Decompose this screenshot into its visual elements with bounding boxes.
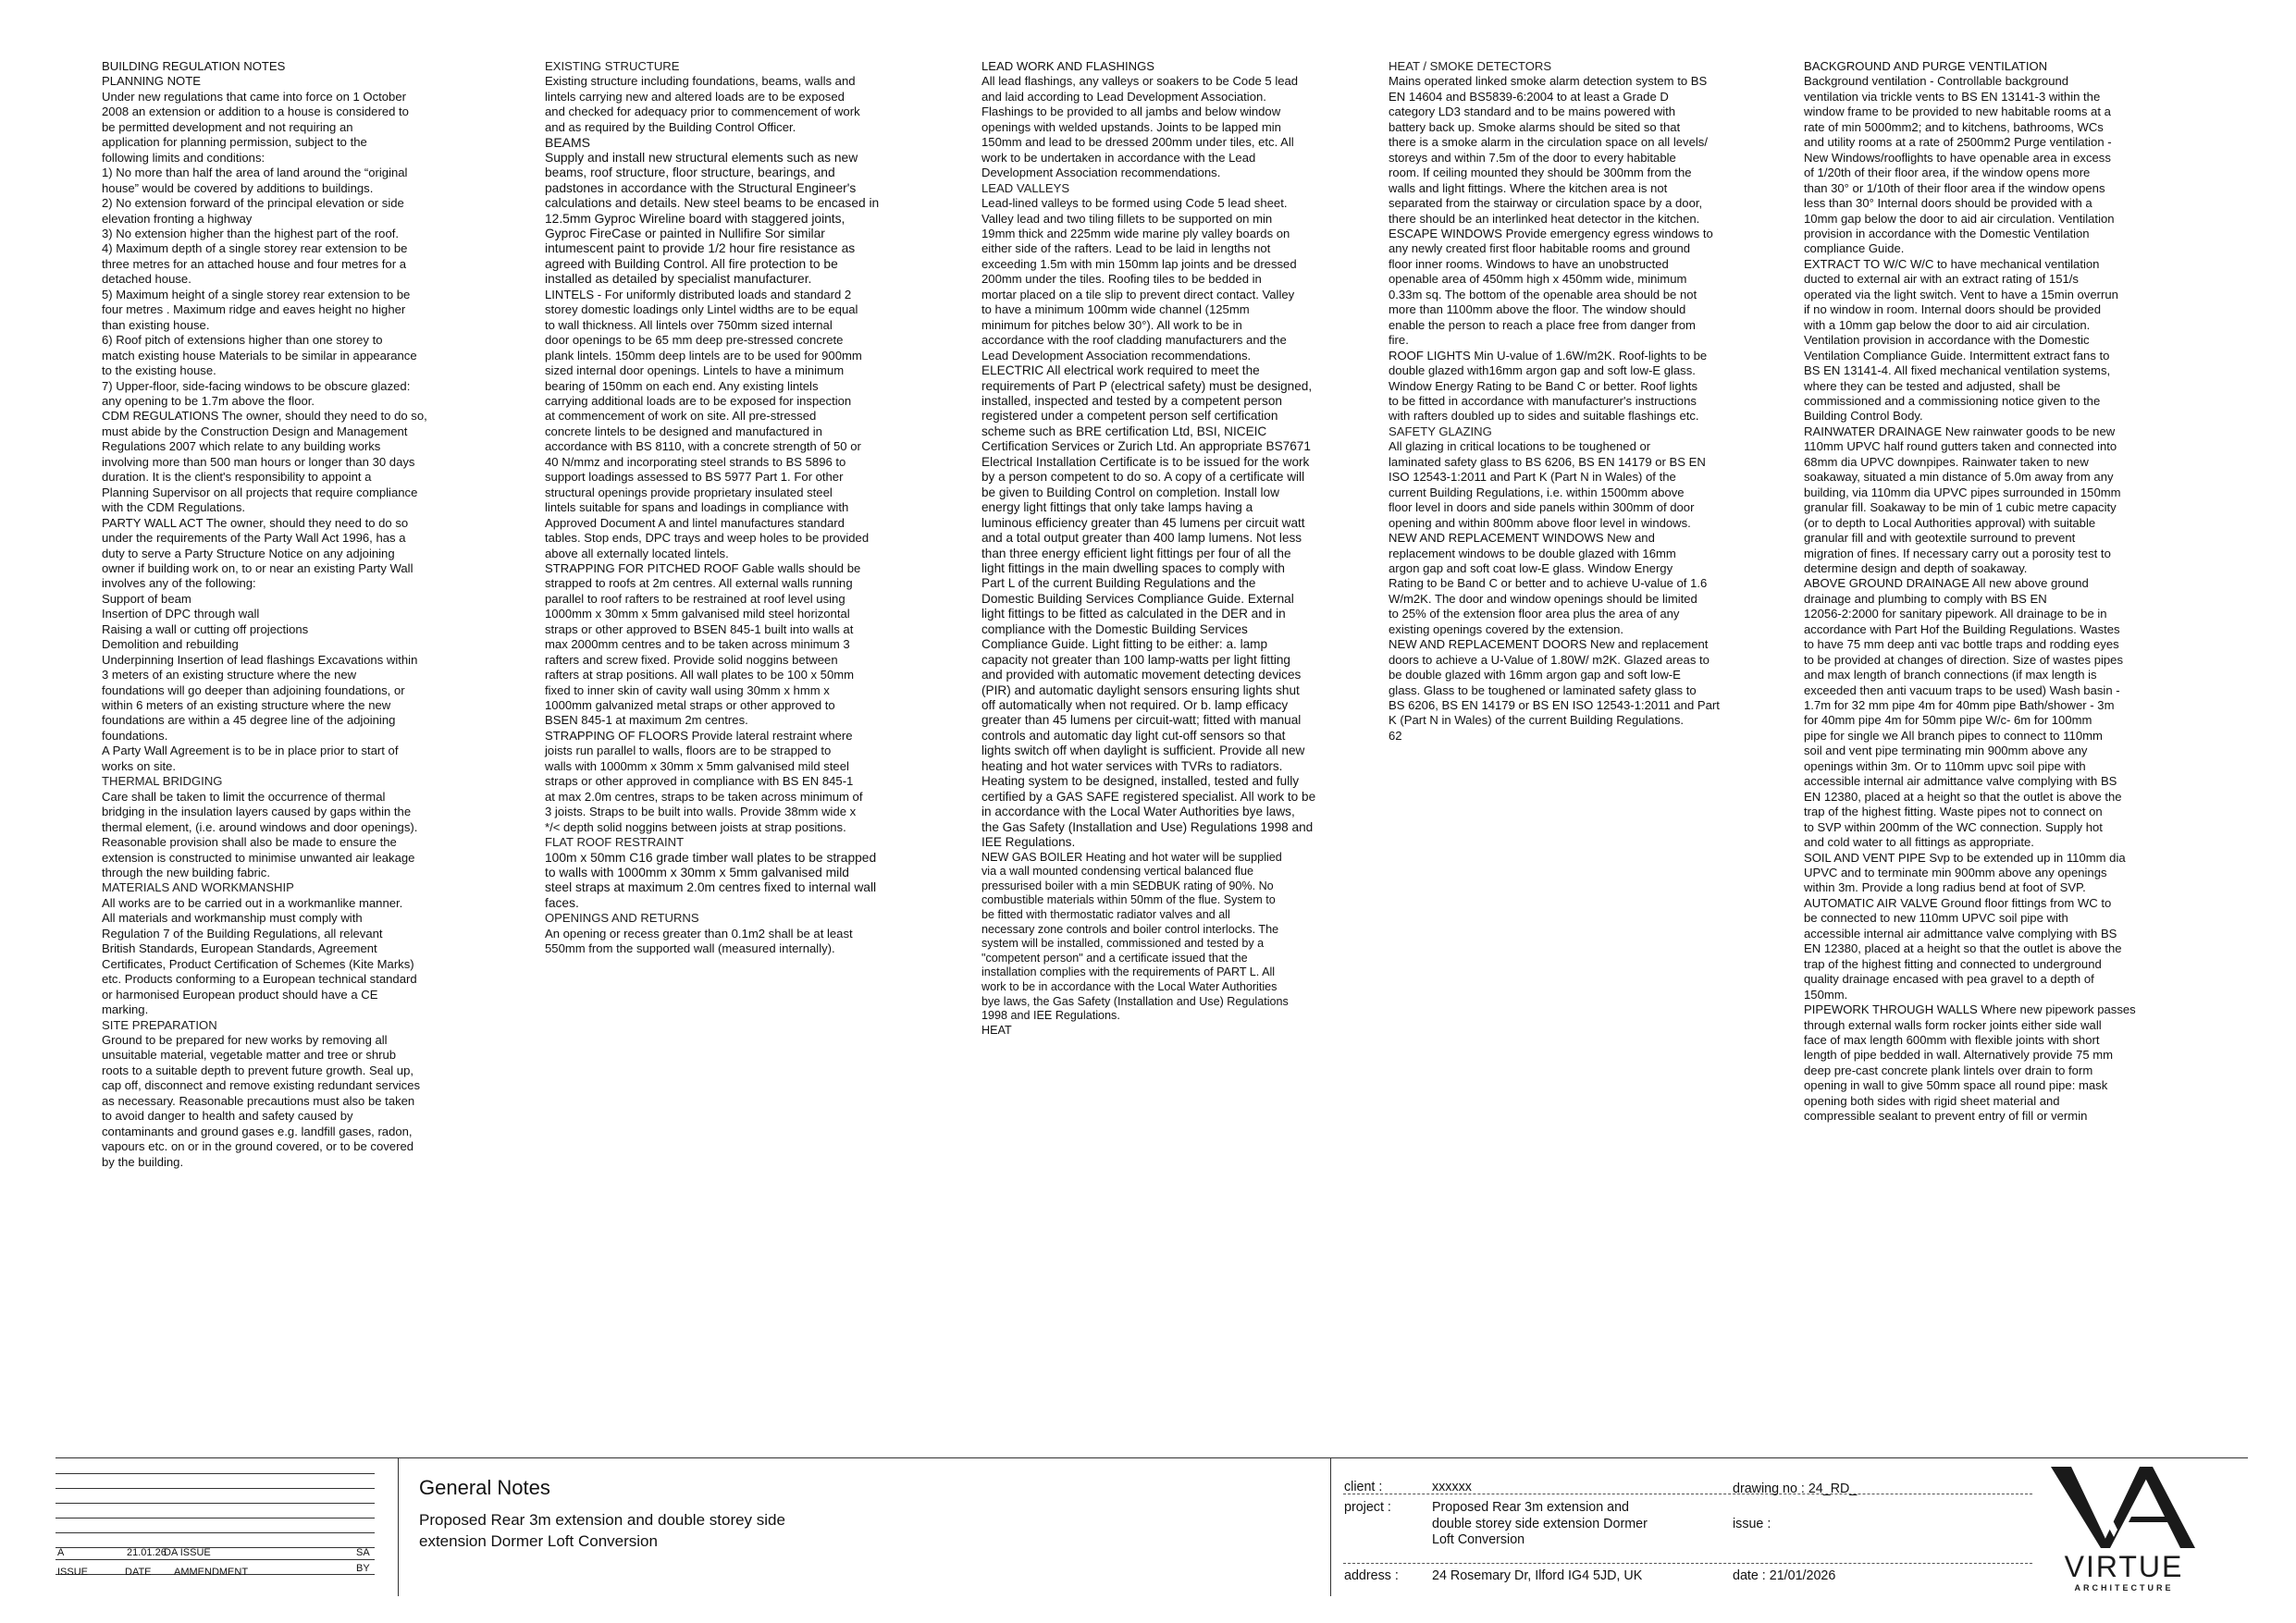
- revision-date: 21.01.26: [127, 1547, 167, 1558]
- title-block-divider-2: [1330, 1457, 1331, 1596]
- replacement-windows: NEW AND REPLACEMENT WINDOWS New and replacement windows to be double glazed with 16mm argon gap and soft coat low-E glass. Window Energy Rating to be Band C or better and to achieve U-value of 1.6 W/m2K. The door and window openings should be limited to 25% of the extension floor area plus the area of any existing openings covered by the extension.: [1389, 531, 1708, 636]
- lead-work-title: LEAD WORK AND FLASHINGS: [981, 59, 1154, 73]
- client-label: client :: [1344, 1480, 1383, 1494]
- rainwater-drainage: RAINWATER DRAINAGE New rainwater goods to be new 110mm UPVC half round gutters taken and connected into 68mm dia UPVC downpipes. Rainwater taken to new soakaway, situated a min distance of 5.0m away from any building, via 110mm dia UPVC pipes surrounded in 150mm granular fill. Soakaway to be min of 1 cubic metre capacity (or to depth to Local Authorities approval) with suitable granular fill and with geotextile surround to prevent migration of fines. If necessary carry out a porosity test to determine design and depth of soakaway.: [1804, 424, 2121, 575]
- revision-line: [56, 1503, 375, 1504]
- revision-amendment: DA ISSUE: [164, 1547, 211, 1558]
- notes-column-1: [102, 59, 492, 1170]
- openings-returns-title: OPENINGS AND RETURNS: [545, 911, 699, 926]
- title-block-top-border: [56, 1457, 2248, 1458]
- automatic-air-valve: AUTOMATIC AIR VALVE Ground floor fittings from WC to be connected to new 110mm UPVC soil pipe with accessible internal air admittance valve complying with BS EN 12380, placed at a height so that the outlet is above the trap of the highest fitting and connected to underground quality drainage encased with pea gravel to a depth of 150mm.: [1804, 895, 2122, 1002]
- existing-structure-body: Existing structure including foundations, beams, walls and lintels carrying new and altered loads are to be exposed and checked for adequacy prior to commencement of work and as required by the Building Control Officer.: [545, 74, 860, 134]
- new-gas-boiler: NEW GAS BOILER Heating and hot water will be supplied via a wall mounted condensing vertical balanced flue pressurised boiler with a min SEDBUK rating of 90%. No combustible materials within 50mm of the flue. System to be fitted with thermostatic radiator valves and all necessary zone controls and boiler control interlocks. The system will be installed, commissioned and tested by a "competent person" and a certificate issued that the installation complies with the requirements of PART L. All work to be in accordance with the Local Water Authorities bye laws, the Gas Safety (Installation and Use) Regulations 1998 and IEE Regulations. HEAT: [981, 850, 1289, 1037]
- address-value: 24 Rosemary Dr, Ilford IG4 5JD, UK: [1432, 1568, 1643, 1583]
- header-building-regulation-notes: BUILDING REGULATION NOTES: [102, 59, 286, 73]
- flat-roof-restraint-body: 100m x 50mm C16 grade timber wall plates to be strapped to walls with 1000mm x 30mm x 5mm galvanised mild steel straps at maximum 2.0m centres fixed to internal wall faces.: [545, 850, 877, 910]
- notes-column-3: [981, 59, 1381, 1038]
- replacement-doors: NEW AND REPLACEMENT DOORS New and replacement doors to achieve a U-Value of 1.80W/ m2K. Glazed areas to be double glazed with 16mm argon gap and soft low-E glass. Glass to be toughened or laminated safety glass to BS 6206, BS EN 14179 or BS EN ISO 12543-1:2011 and Part K (Part N in Wales) of the current Building Regulations. 62: [1389, 637, 1720, 743]
- address-label: address :: [1344, 1568, 1399, 1583]
- drawing-date: date : 21/01/2026: [1733, 1568, 1836, 1583]
- heat-smoke-title: HEAT / SMOKE DETECTORS: [1389, 59, 1552, 73]
- lead-valleys-title: LEAD VALLEYS: [981, 180, 1070, 195]
- thermal-bridging-title: THERMAL BRIDGING: [102, 774, 223, 789]
- drawing-number: drawing no : 24_RD_: [1733, 1482, 1858, 1496]
- escape-windows: ESCAPE WINDOWS Provide emergency egress windows to any newly created first floor habitable rooms and ground floor inner rooms. Windows to have an unobstructed openable area of 450mm high x 450mm wide, minimum 0.33m sq. The bottom of the openable area should be not more than 1100mm above the floor. The window should enable the person to reach a place free from danger from fire.: [1389, 226, 1713, 348]
- materials-title: MATERIALS AND WORKMANSHIP: [102, 880, 294, 895]
- va-monogram-icon: [2040, 1463, 2206, 1552]
- existing-structure-title: EXISTING STRUCTURE: [545, 59, 680, 73]
- revision-line: [56, 1532, 375, 1533]
- lintels-title: LINTELS - For uniformly distributed loads and standard 2: [545, 287, 852, 301]
- header-issue: ISSUE: [57, 1567, 89, 1578]
- notes-column-5: [1804, 59, 2203, 1125]
- info-divider: [1343, 1563, 2032, 1564]
- notes-column-4: [1389, 59, 1781, 744]
- revision-line: [56, 1559, 375, 1560]
- planning-note-title: PLANNING NOTE: [102, 74, 201, 89]
- issue-label: issue :: [1733, 1517, 1771, 1531]
- safety-glazing-body: All glazing in critical locations to be toughened or laminated safety glass to BS 6206, BS EN 14179 or BS EN ISO 12543-1:2011 and Part K (Part N in Wales) of the current Building Regulations, i.e. within 1500mm above floor level in doors and side panels within 300mm of door opening and within 800mm above floor level in windows.: [1389, 439, 1706, 530]
- soil-vent-pipe: SOIL AND VENT PIPE Svp to be extended up in 110mm dia UPVC and to terminate min 900mm above any openings within 3m. Provide a long radius bend at foot of SVP.: [1804, 850, 2126, 895]
- lead-valleys-body: Lead-lined valleys to be formed using Code 5 lead sheet. Valley lead and two tiling fillets to be supported on min 19mm thick and 225mm wide marine ply valley boards on either side of the rafters. Lead to be laid in lengths not exceeding 1.5m with min 150mm lap joints and be dressed 200mm under the tiles. Roofing tiles to be bedded in mortar placed on a tile slip to prevent direct contact. Valley to have a minimum 100mm wide channel (125mm minimum for pitches below 30°). All work to be in accordance with the roof cladding manufacturers and the Lead Development Association recommendations.: [981, 196, 1297, 363]
- roof-lights: ROOF LIGHTS Min U-value of 1.6W/m2K. Roof-lights to be double glazed with16mm argon gap and soft low-E glass. Window Energy Rating to be Band C or better. Roof lights to be fitted in accordance with manufacturer's instructions with rafters doubled up to sides and suitable flashings etc.: [1389, 348, 1708, 424]
- client-value: xxxxxx: [1432, 1480, 1472, 1494]
- revision-line: [56, 1547, 375, 1548]
- drawing-subtitle: Proposed Rear 3m extension and double storey side extension Dormer Loft Conversion: [419, 1511, 785, 1550]
- cdm-regulations: CDM REGULATIONS The owner, should they need to do so, must abide by the Construction Design and Management Regulations 2007 which relate to any building works involving more than 500 man hours or longer than 30 days duration. It is the client's responsibility to appoint a Planning Supervisor on all projects that require compliance with the CDM Regulations.: [102, 409, 427, 515]
- lintels-body: storey domestic loadings only Lintel widths are to be equal to wall thickness. All lintels over 750mm sized internal door openings to be 65 mm deep pre-stressed concrete plank lintels. 150mm deep lintels are to be used for 900mm sized internal door openings. Lintels to have a minimum bearing of 150mm on each end. Any existing lintels carrying additional loads are to be exposed for inspection at commencement of work on site. All pre-stressed concrete lintels to be designed and manufactured in accordance with BS 8110, with a concrete strength of 50 or 40 N/mmz and incorporating steel strands to BS 5896 to support loadings assessed to BS 5977 Part 1. For other structural openings provide proprietary insulated steel lintels suitable for spans and loadings in compliance with Approved Document A and lintel manufactures standard tables. Stop ends, DPC trays and weep holes to be provided above all externally located lintels.: [545, 302, 870, 560]
- strapping-pitched-roof: STRAPPING FOR PITCHED ROOF Gable walls should be strapped to roofs at 2m centres. All external walls running parallel to roof rafters to be restrained at roof level using 1000mm x 30mm x 5mm galvanised mild steel horizontal straps or other approved to BSEN 845-1 built into walls at max 2000mm centres and to be taken across minimum 3 rafters and screw fixed. Provide solid noggins between rafters at strap positions. All wall plates to be 100 x 50mm fixed to inner skin of cavity wall using 30mm x hmm x 1000mm galvanized metal straps or other approved to BSEN 845-1 at maximum 2m centres.: [545, 560, 861, 728]
- strapping-of-floors: STRAPPING OF FLOORS Provide lateral restraint where joists run parallel to walls, floors are to be strapped to walls with 1000mm x 30mm x 5mm galvanised mild steel straps or other approved in compliance with BS EN 845-1 at max 2.0m centres, straps to be taken across minimum of 3 joists. Straps to be built into walls. Provide 38mm wide x */< depth solid noggins between joists at strap positions.: [545, 728, 863, 834]
- logo-wordmark: VIRTUE: [2064, 1550, 2184, 1583]
- drawing-title: General Notes: [419, 1476, 550, 1499]
- beams-title: BEAMS: [545, 135, 591, 151]
- project-label: project :: [1344, 1500, 1391, 1515]
- party-wall-act: PARTY WALL ACT The owner, should they need to do so under the requirements of the Party Wall Act 1996, has a duty to serve a Party Structure Notice on any adjoining owner if building work on, to or near an existing Party Wall involves any of the following: Support of beam Insertion of DPC through wall Raising a wall or cutting off projections Demolition and rebuilding Underpinning Insertion of lead flashings Excavations within 3 meters of an existing structure where the new foundations will go deeper than adjoining foundations, or within 6 meters of an existing structure where the new foundations are within a 45 degree line of the adjoining foundations. A Party Wall Agreement is to be in place prior to start of works on site.: [102, 515, 418, 773]
- planning-note-body: Under new regulations that came into force on 1 October 2008 an extension or addition to a house is considered to be permitted development and not requiring an application for planning permission, subject to the following limits and conditions: 1) No more than half the area of land around the “original house” would be covered by additions to buildings. 2) No extension forward of the principal elevation or side elevation fronting a highway 3) No extension higher than the highest part of the roof. 4) Maximum depth of a single storey rear extension to be three metres for an attached house and four metres for a detached house. 5) Maximum height of a single storey rear extension to be four metres . Maximum ridge and eaves height no higher than existing house. 6) Roof pitch of extensions higher than one storey to match existing house Materials to be similar in appearance to the existing house. 7) Upper-floor, side-facing windows to be obscure glazed: any opening to be 1.7m above the floor.: [102, 89, 417, 408]
- background-purge-title: BACKGROUND AND PURGE VENTILATION: [1804, 59, 2048, 73]
- electric-section: ELECTRIC All electrical work required to meet the requirements of Part P (electrical safety) must be designed, installed, inspected and tested by a competent person registered under a competent person self certification scheme such as BRE certification Ltd, BSI, NICEIC Certification Services or Zurich Ltd. An appropriate BS7671 Electrical Installation Certificate is to be issued for the work by a person competent to do so. A copy of a certificate will be given to Building Control on completion. Install low energy light fittings that only take lamps having a luminous efficiency greater than 45 lumens per circuit watt and a total output greater than 400 lamp lumens. Not less than three energy efficient light fittings per four of all the light fittings in the main dwelling spaces to comply with Part L of the current Building Regulations and the Domestic Building Services Compliance Guide. External light fittings to be fitted as calculated in the DER and in compliance with the Domestic Building Services Compliance Guide. Light fitting to be either: a. lamp capacity not greater than 100 lamp-watts per light fitting and provided with automatic movement detecting devices (PIR) and automatic daylight sensors ensuring lights shut off automatically when not required. Or b. lamp efficacy greater than 45 lumens per circuit-watt; fitted with manual controls and automatic day light cut-off sensors so that lights switch off when daylight is sufficient. Provide all new heating and hot water services with TVRs to radiators. Heating system to be designed, installed, tested and fully certified by a GAS SAFE registered specialist. All work to be in accordance with the Local Water Authorities bye laws, the Gas Safety (Installation and Use) Regulations 1998 and IEE Regulations.: [981, 363, 1316, 850]
- notes-column-2: [545, 59, 944, 957]
- safety-glazing-title: SAFETY GLAZING: [1389, 424, 1492, 438]
- above-ground-drainage: ABOVE GROUND DRAINAGE All new above ground drainage and plumbing to comply with BS EN 12056-2:2000 for sanitary pipework. All drainage to be in accordance with Part Hof the Building Regulations. Wastes to have 75 mm deep anti vac bottle traps and rodding eyes to be provided at changes of direction. Size of wastes pipes and max length of branch connections (if max length is exceeded then anti vacuum traps to be used) Wash basin - 1.7m for 32 mm pipe 4m for 40mm pipe Bath/shower - 3m for 40mm pipe 4m for 50mm pipe W/c- 6m for 100mm pipe for single we All branch pipes to connect to 110mm soil and vent pipe terminating min 900mm above any openings within 3m. Or to 110mm upvc soil pipe with accessible internal air admittance valve complying with BS EN 12380, placed at a height so that the outlet is above the trap of the highest fitting. Waste pipes not to connect on to SVP within 200mm of the WC connection. Supply hot and cold water to all fittings as appropriate.: [1804, 576, 2124, 850]
- virtue-architecture-logo: [2040, 1463, 2206, 1592]
- revision-line: [56, 1488, 375, 1489]
- flat-roof-restraint-title: FLAT ROOF RESTRAINT: [545, 835, 685, 850]
- logo-subtitle: ARCHITECTURE: [2074, 1583, 2174, 1592]
- revision-issue: A: [57, 1547, 65, 1558]
- beams-body: Supply and install new structural elements such as new beams, roof structure, floor structure, bearings, and padstones in accordance with the Structural Engineer's calculations and details. New steel beams to be encased in 12.5mm Gyproc Wireline board with staggered joints, Gyproc FireCase or painted in Nullifire Sor similar intumescent paint to provide 1/2 hour fire resistance as agreed with Building Control. All fire protection to be installed as detailed by specialist manufacturer.: [545, 150, 880, 287]
- revision-line: [56, 1473, 375, 1474]
- openings-returns-body: An opening or recess greater than 0.1m2 shall be at least 550mm from the supported wall (measured internally).: [545, 926, 853, 956]
- header-amendment: AMMENDMENT: [174, 1567, 249, 1578]
- header-date: DATE: [125, 1567, 152, 1578]
- background-purge-body: Background ventilation - Controllable background ventilation via trickle vents to BS EN 13141-3 within the window frame to be provided to new habitable rooms at a rate of min 5000mm2; and to kitchens, bathrooms, WCs and utility rooms at a rate of 2500mm2 Purge ventilation - New Windows/rooflights to have openable area in excess of 1/20th of their floor area, if the window opens more than 30° or 1/10th of their floor area if the window opens less than 30° Internal doors should be provided with a 10mm gap below the door to aid air circulation. Ventilation provision in accordance with the Domestic Ventilation compliance Guide.: [1804, 74, 2115, 256]
- site-preparation-body: Ground to be prepared for new works by removing all unsuitable material, vegetable matter and tree or shrub roots to a suitable depth to prevent future growth. Seal up, cap off, disconnect and remove existing redundant services as necessary. Reasonable precautions must also be taken to avoid danger to health and safety caused by contaminants and ground gases e.g. landfill gases, radon, vapours etc. on or in the ground covered, or to be covered by the building.: [102, 1033, 421, 1169]
- site-preparation-title: SITE PREPARATION: [102, 1017, 217, 1032]
- heat-smoke-body: Mains operated linked smoke alarm detection system to BS EN 14604 and BS5839-6:2004 to at least a Grade D category LD3 standard and to be mains powered with battery back up. Smoke alarms should be sited so that there is a smoke alarm in the circulation space on all levels/ storeys and within 7.5m of the door to every habitable room. If ceiling mounted they should be 300mm from the walls and light fittings. Where the kitchen area is not separated from the stairway or circulation space by a door, there should be an interlinked heat detector in the kitchen.: [1389, 74, 1708, 226]
- header-by: BY: [356, 1563, 370, 1574]
- pipework-through-walls: PIPEWORK THROUGH WALLS Where new pipework passes through external walls form rocker joints either side wall face of max length 600mm with flexible joints with short length of pipe bedded in wall. Alternatively provide 75 mm deep pre-cast concrete plank lintels over drain to form opening in wall to give 50mm space all round pipe: mask opening both sides with rigid sheet material and compressible sealant to prevent entry of fill or vermin: [1804, 1002, 2136, 1124]
- revision-by: SA: [356, 1547, 370, 1558]
- lead-work-body: All lead flashings, any valleys or soakers to be Code 5 lead and laid according to Lead Development Association. Flashings to be provided to all jambs and below window openings with welded upstands. Joints to be lapped min 150mm and lead to be dressed 200mm under tiles, etc. All work to be undertaken in accordance with the Lead Development Association recommendations.: [981, 74, 1299, 180]
- project-value: Proposed Rear 3m extension and double storey side extension Dormer Loft Conversion: [1432, 1500, 1648, 1547]
- title-block-divider-1: [398, 1457, 399, 1596]
- extract-wc: EXTRACT TO W/C W/C to have mechanical ventilation ducted to external air with an extract rating of 151/s operated via the light switch. Vent to have a 15min overrun if no window in room. Internal doors should be provided with a 10mm gap below the door to aid air circulation. Ventilation provision in accordance with the Domestic Ventilation Compliance Guide. Intermittent extract fans to BS EN 13141-4. All fixed mechanical ventilation systems, where they can be tested and adjusted, shall be commissioned and a commissioning notice given to the Building Control Body.: [1804, 256, 2118, 424]
- materials-body: All works are to be carried out in a workmanlike manner. All materials and workmanship must comply with Regulation 7 of the Building Regulations, all relevant British Standards, European Standards, Agreement Certificates, Product Certification of Schemes (Kite Marks) etc. Products conforming to a European technical standard or harmonised European product should have a CE marking.: [102, 895, 417, 1017]
- thermal-bridging-body: Care shall be taken to limit the occurrence of thermal bridging in the insulation layers caused by gaps within the thermal element, (i.e. around windows and door openings). Reasonable provision shall also be made to ensure the extension is constructed to minimise unwanted air leakage through the new building fabric.: [102, 789, 418, 880]
